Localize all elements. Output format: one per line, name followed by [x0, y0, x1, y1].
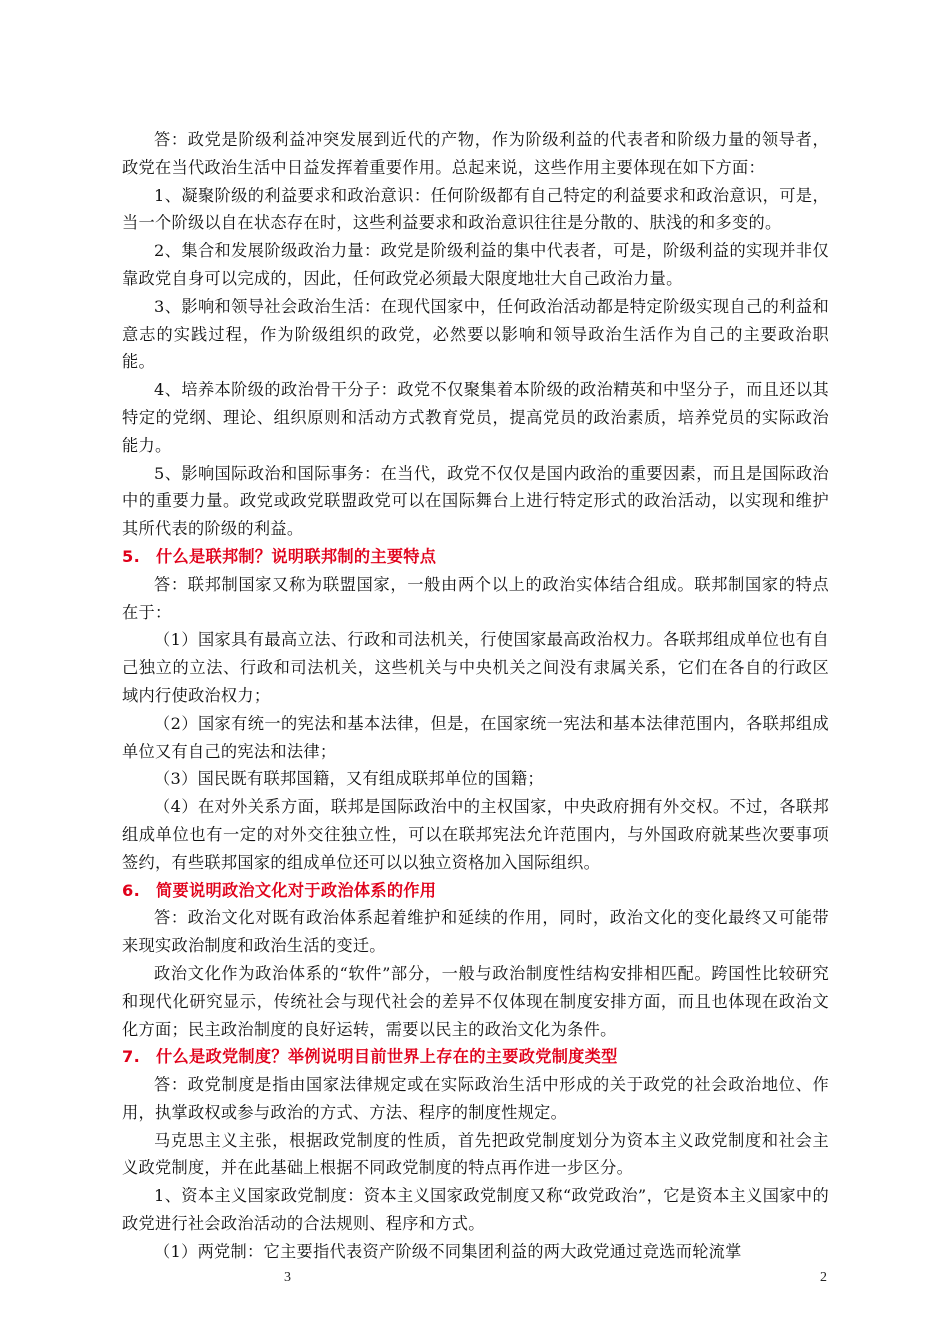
paragraph: 1、凝聚阶级的利益要求和政治意识：任何阶级都有自己特定的利益要求和政治意识，可是，当一个阶级以自在状态存在时，这些利益要求和政治意识往往是分散的、肤浅的和多变的。 — [122, 185, 829, 233]
question-number: 5. — [122, 546, 141, 566]
paragraph: 2、集合和发展阶级政治力量：政党是阶级利益的集中代表者，可是，阶级利益的实现并非仅靠政党自身可以完成的，因此，任何政党必须最大限度地壮大自己政治力量。 — [122, 241, 829, 288]
question-heading-6 — [122, 877, 829, 905]
footer-page-number-left: 3 — [284, 1270, 291, 1285]
paragraph: （1）国家具有最高立法、行政和司法机关，行使国家最高政治权力。各联邦组成单位也有自己独立的立法、行政和司法机关，这些机关与中央机关之间没有隶属关系，它们在各自的行政区域内行使政治权力； — [122, 630, 829, 705]
question-title: 什么是联邦制？说明联邦制的主要特点 — [156, 546, 437, 566]
question-title: 简要说明政治文化对于政治体系的作用 — [156, 880, 437, 900]
paragraph: 3、影响和领导社会政治生活：在现代国家中，任何政治活动都是特定阶级实现自己的利益和意志的实践过程，作为阶级组织的政党，必然要以影响和领导政治生活作为自己的主要政治职能。 — [122, 296, 829, 372]
footer-page-number-right: 2 — [820, 1270, 827, 1285]
paragraph: 5、影响国际政治和国际事务：在当代，政党不仅仅是国内政治的重要因素，而且是国际政治中的重要力量。政党或政党联盟政党可以在国际舞台上进行特定形式的政治活动，以实现和维护其所代表的阶级的利益。 — [122, 463, 829, 539]
paragraph: （4）在对外关系方面，联邦是国际政治中的主权国家，中央政府拥有外交权。不过，各联邦组成单位也有一定的对外交往独立性，可以在联邦宪法允许范围内，与外国政府就某些次要事项签约，有些联邦国家的组成单位还可以以独立资格加入国际组织。 — [122, 797, 829, 872]
question-heading-5 — [122, 543, 829, 571]
question-number: 7. — [122, 1047, 141, 1067]
question-title: 什么是政党制度？举例说明目前世界上存在的主要政党制度类型 — [156, 1047, 618, 1067]
paragraph: 答：政治文化对既有政治体系起着维护和延续的作用，同时，政治文化的变化最终又可能带来现实政治制度和政治生活的变迁。 — [122, 908, 829, 956]
paragraph: 答：政党是阶级利益冲突发展到近代的产物，作为阶级利益的代表者和阶级力量的领导者，政党在当代政治生活中日益发挥着重要作用。总起来说，这些作用主要体现在如下方面： — [122, 130, 829, 177]
paragraph: 1、资本主义国家政党制度：资本主义国家政党制度又称“政党政治”，它是资本主义国家中的政党进行社会政治活动的合法规则、程序和方式。 — [122, 1186, 829, 1234]
question-number: 6. — [122, 880, 141, 900]
paragraph: （2）国家有统一的宪法和基本法律，但是，在国家统一宪法和基本法律范围内，各联邦组成单位又有自己的宪法和法律； — [122, 713, 829, 761]
paragraph: 4、培养本阶级的政治骨干分子：政党不仅聚集着本阶级的政治精英和中坚分子，而且还以其特定的党纲、理论、组织原则和活动方式教育党员，提高党员的政治素质，培养党员的实际政治能力。 — [122, 380, 829, 455]
document-body — [122, 126, 829, 1266]
paragraph: 政治文化作为政治体系的“软件”部分，一般与政治制度性结构安排相匹配。跨国性比较研究和现代化研究显示，传统社会与现代社会的差异不仅体现在制度安排方面，而且也体现在政治文化方面；民主政治制度的良好运转，需要以民主的政治文化为条件。 — [122, 963, 829, 1039]
question-heading-7 — [122, 1043, 829, 1071]
paragraph: 答：政党制度是指由国家法律规定或在实际政治生活中形成的关于政党的社会政治地位、作用，执掌政权或参与政治的方式、方法、程序的制度性规定。 — [122, 1075, 829, 1122]
paragraph: （3）国民既有联邦国籍，又有组成联邦单位的国籍； — [154, 769, 544, 789]
paragraph: 马克思主义主张，根据政党制度的性质，首先把政党制度划分为资本主义政党制度和社会主义政党制度，并在此基础上根据不同政党制度的特点再作进一步区分。 — [122, 1130, 829, 1178]
paragraph: （1）两党制：它主要指代表资产阶级不同集团利益的两大政党通过竞选而轮流掌 — [154, 1241, 742, 1261]
paragraph: 答：联邦制国家又称为联盟国家，一般由两个以上的政治实体结合组成。联邦制国家的特点在于： — [122, 574, 829, 622]
